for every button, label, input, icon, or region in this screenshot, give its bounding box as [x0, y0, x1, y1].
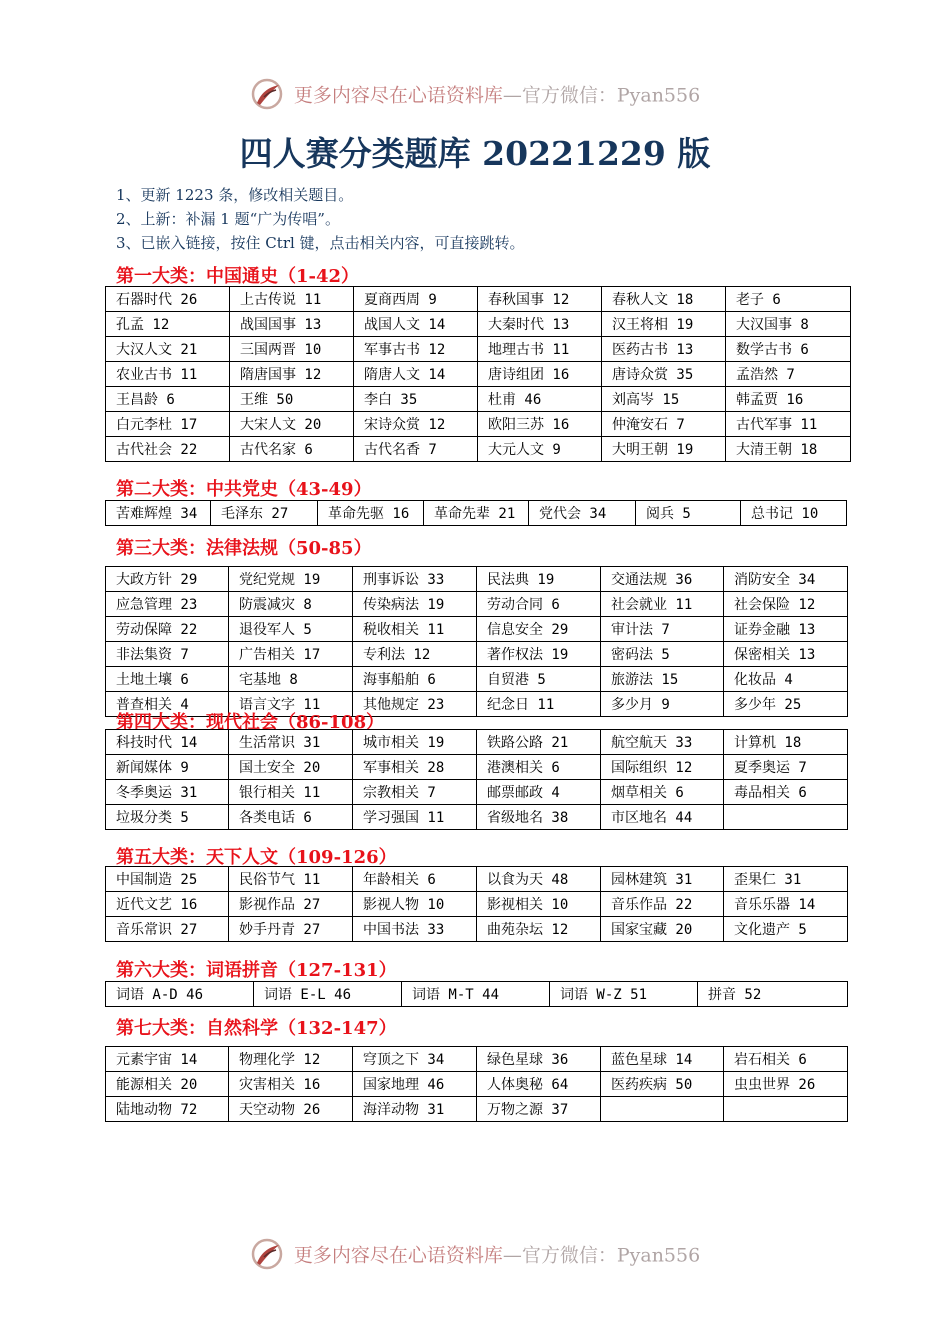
category-link[interactable]: 省级地名 38	[477, 805, 601, 830]
note-line: 3、已嵌入链接，按住 Ctrl 键，点击相关内容，可直接跳转。	[116, 234, 525, 252]
category-link[interactable]: 计算机 18	[724, 730, 848, 755]
category-link[interactable]: 上古传说 11	[230, 287, 354, 312]
category-link[interactable]: 劳动合同 6	[477, 592, 601, 617]
category-link[interactable]: 学习强国 11	[353, 805, 477, 830]
category-link[interactable]: 春秋人文 18	[602, 287, 726, 312]
category-link[interactable]: 大清王朝 18	[726, 437, 851, 462]
category-link[interactable]: 大汉人文 21	[106, 337, 230, 362]
category-link[interactable]: 穹顶之下 34	[353, 1047, 477, 1072]
table-row	[106, 287, 851, 312]
category-table-6	[105, 981, 848, 1007]
category-table-2	[105, 500, 847, 526]
category-link[interactable]: 密码法 5	[601, 642, 724, 667]
table-row	[106, 362, 851, 387]
category-link[interactable]: 中国书法 33	[353, 917, 477, 942]
category-link[interactable]: 证券金融 13	[724, 617, 848, 642]
category-link[interactable]: 妙手丹青 27	[229, 917, 353, 942]
banner-wechat-text: 官方微信：Pyan556	[521, 84, 701, 107]
category-link[interactable]: 医药疾病 50	[601, 1072, 724, 1097]
category-link[interactable]: 词语 E-L 46	[254, 982, 402, 1007]
category-link[interactable]: 音乐常识 27	[106, 917, 229, 942]
note-line: 2、上新：补漏 1 题“广为传唱”。	[116, 210, 340, 228]
category-link[interactable]: 旅游法 15	[601, 667, 724, 692]
category-link[interactable]: 大政方针 29	[106, 567, 229, 592]
category-link[interactable]: 冬季奥运 31	[106, 780, 229, 805]
category-link[interactable]: 古代社会 22	[106, 437, 230, 462]
category-link[interactable]: 农业古书 11	[106, 362, 230, 387]
category-link[interactable]: 民法典 19	[477, 567, 601, 592]
category-link[interactable]: 毒品相关 6	[724, 780, 848, 805]
category-link[interactable]: 物理化学 12	[229, 1047, 353, 1072]
category-link[interactable]: 烟草相关 6	[601, 780, 724, 805]
category-link[interactable]: 土地土壤 6	[106, 667, 229, 692]
category-link[interactable]: 古代军事 11	[726, 412, 851, 437]
table-row	[106, 780, 848, 805]
category-link[interactable]: 隋唐国事 12	[230, 362, 354, 387]
category-link[interactable]: 防震减灾 8	[229, 592, 353, 617]
table-row	[106, 312, 851, 337]
category-link[interactable]: 王昌龄 6	[106, 387, 230, 412]
category-link[interactable]: 词语 M-T 44	[402, 982, 550, 1007]
category-link[interactable]: 王维 50	[230, 387, 354, 412]
category-link[interactable]: 汉王将相 19	[602, 312, 726, 337]
category-link[interactable]: 多少年 25	[724, 692, 848, 717]
category-link[interactable]: 税收相关 11	[353, 617, 477, 642]
category-link[interactable]: 曲苑杂坛 12	[477, 917, 601, 942]
category-link[interactable]: 劳动保障 22	[106, 617, 229, 642]
category-link[interactable]: 语言文字 11	[229, 692, 353, 717]
category-link[interactable]: 音乐乐器 14	[724, 892, 848, 917]
category-link[interactable]: 纪念日 11	[477, 692, 601, 717]
category-link[interactable]: 宅基地 8	[229, 667, 353, 692]
category-link[interactable]: 元素宇宙 14	[106, 1047, 229, 1072]
category-link[interactable]: 夏商西周 9	[354, 287, 478, 312]
table-row	[106, 567, 848, 592]
category-link[interactable]: 杜甫 46	[478, 387, 602, 412]
category-link[interactable]: 普查相关 4	[106, 692, 229, 717]
category-link[interactable]: 党纪党规 19	[229, 567, 353, 592]
brand-logo-icon	[250, 1237, 284, 1276]
category-table-3	[105, 566, 848, 717]
category-link	[724, 805, 848, 830]
category-link	[601, 1097, 724, 1122]
table-row	[106, 867, 848, 892]
category-link[interactable]: 词语 W-Z 51	[550, 982, 698, 1007]
category-link[interactable]: 灾害相关 16	[229, 1072, 353, 1097]
category-link[interactable]: 词语 A-D 46	[106, 982, 254, 1007]
category-link[interactable]: 社会保险 12	[724, 592, 848, 617]
category-link[interactable]: 拼音 52	[698, 982, 848, 1007]
category-link[interactable]: 港澳相关 6	[477, 755, 601, 780]
category-link[interactable]: 战国人文 14	[354, 312, 478, 337]
category-link[interactable]: 年龄相关 6	[353, 867, 477, 892]
brand-logo-icon	[250, 77, 284, 116]
category-link[interactable]: 孔孟 12	[106, 312, 230, 337]
category-link[interactable]: 总书记 10	[741, 501, 847, 526]
category-link[interactable]: 影视相关 10	[477, 892, 601, 917]
category-link[interactable]: 大秦时代 13	[478, 312, 602, 337]
category-link[interactable]: 仲淹安石 7	[602, 412, 726, 437]
category-link[interactable]: 白元李杜 17	[106, 412, 230, 437]
category-link[interactable]: 战国国事 13	[230, 312, 354, 337]
category-link[interactable]: 应急管理 23	[106, 592, 229, 617]
table-row	[106, 412, 851, 437]
category-link[interactable]: 社会就业 11	[601, 592, 724, 617]
page-title: 四人赛分类题库 20221229 版	[239, 134, 711, 173]
category-link[interactable]: 科技时代 14	[106, 730, 229, 755]
category-link[interactable]: 园林建筑 31	[601, 867, 724, 892]
category-link[interactable]: 党代会 34	[529, 501, 636, 526]
category-link[interactable]: 影视作品 27	[229, 892, 353, 917]
category-link[interactable]: 刑事诉讼 33	[353, 567, 477, 592]
table-row	[106, 805, 848, 830]
category-link[interactable]: 各类电话 6	[229, 805, 353, 830]
category-link[interactable]: 隋唐人文 14	[354, 362, 478, 387]
category-link[interactable]: 国家地理 46	[353, 1072, 477, 1097]
category-link[interactable]: 孟浩然 7	[726, 362, 851, 387]
category-link[interactable]: 唐诗众赏 35	[602, 362, 726, 387]
category-link[interactable]: 近代文艺 16	[106, 892, 229, 917]
category-link[interactable]: 国家宝藏 20	[601, 917, 724, 942]
category-link[interactable]: 国土安全 20	[229, 755, 353, 780]
category-link[interactable]: 铁路公路 21	[477, 730, 601, 755]
category-link[interactable]: 退役军人 5	[229, 617, 353, 642]
category-table-1	[105, 286, 851, 462]
category-link	[724, 1097, 848, 1122]
category-link[interactable]: 苦难辉煌 34	[106, 501, 211, 526]
category-link[interactable]: 绿色星球 36	[477, 1047, 601, 1072]
category-link[interactable]: 国际组织 12	[601, 755, 724, 780]
banner-main-text: 更多内容尽在心语资料库	[293, 1244, 503, 1267]
category-link[interactable]: 夏季奥运 7	[724, 755, 848, 780]
table-row	[106, 1047, 848, 1072]
category-link[interactable]: 航空航天 33	[601, 730, 724, 755]
category-link[interactable]: 春秋国事 12	[478, 287, 602, 312]
table-row	[106, 982, 848, 1007]
category-table-4	[105, 729, 848, 830]
category-link[interactable]: 数学古书 6	[726, 337, 851, 362]
category-link[interactable]: 天空动物 26	[229, 1097, 353, 1122]
table-row	[106, 892, 848, 917]
category-link[interactable]: 市区地名 44	[601, 805, 724, 830]
section-title-3: 第三大类：法律法规（50-85）	[116, 538, 372, 559]
table-row	[106, 437, 851, 462]
category-link[interactable]: 中国制造 25	[106, 867, 229, 892]
category-link[interactable]: 欧阳三苏 16	[478, 412, 602, 437]
section-title-6: 第六大类：词语拼音（127-131）	[116, 960, 397, 981]
section-title-7: 第七大类：自然科学（132-147）	[116, 1018, 397, 1039]
category-link[interactable]: 毛泽东 27	[211, 501, 318, 526]
table-row	[106, 617, 848, 642]
category-link[interactable]: 万物之源 37	[477, 1097, 601, 1122]
banner-separator: —	[502, 1244, 522, 1267]
banner-separator: —	[502, 84, 522, 107]
category-link[interactable]: 垃圾分类 5	[106, 805, 229, 830]
category-link[interactable]: 地理古书 11	[478, 337, 602, 362]
category-link[interactable]: 广告相关 17	[229, 642, 353, 667]
category-link[interactable]: 医药古书 13	[602, 337, 726, 362]
table-row	[106, 501, 847, 526]
category-link[interactable]: 多少月 9	[601, 692, 724, 717]
category-link[interactable]: 阅兵 5	[636, 501, 741, 526]
table-row	[106, 755, 848, 780]
category-link[interactable]: 三国两晋 10	[230, 337, 354, 362]
category-link[interactable]: 民俗节气 11	[229, 867, 353, 892]
category-table-5	[105, 866, 848, 942]
category-link[interactable]: 歪果仁 31	[724, 867, 848, 892]
category-link[interactable]: 审计法 7	[601, 617, 724, 642]
category-link[interactable]: 革命先驱 16	[318, 501, 424, 526]
category-link[interactable]: 交通法规 36	[601, 567, 724, 592]
category-link[interactable]: 唐诗组团 16	[478, 362, 602, 387]
category-link[interactable]: 文化遗产 5	[724, 917, 848, 942]
category-link[interactable]: 信息安全 29	[477, 617, 601, 642]
category-link[interactable]: 生活常识 31	[229, 730, 353, 755]
table-row	[106, 730, 848, 755]
category-link[interactable]: 古代名香 7	[354, 437, 478, 462]
table-row	[106, 337, 851, 362]
category-link[interactable]: 非法集资 7	[106, 642, 229, 667]
category-link[interactable]: 化妆品 4	[724, 667, 848, 692]
category-link[interactable]: 邮票邮政 4	[477, 780, 601, 805]
category-link[interactable]: 大宋人文 20	[230, 412, 354, 437]
category-link[interactable]: 保密相关 13	[724, 642, 848, 667]
category-link[interactable]: 虫虫世界 26	[724, 1072, 848, 1097]
category-link[interactable]: 音乐作品 22	[601, 892, 724, 917]
category-link[interactable]: 李白 35	[354, 387, 478, 412]
category-link[interactable]: 新闻媒体 9	[106, 755, 229, 780]
category-link[interactable]: 宗教相关 7	[353, 780, 477, 805]
category-link[interactable]: 老子 6	[726, 287, 851, 312]
category-link[interactable]: 宋诗众赏 12	[354, 412, 478, 437]
category-link[interactable]: 其他规定 23	[353, 692, 477, 717]
notes-list	[116, 183, 525, 255]
banner-main-text: 更多内容尽在心语资料库	[293, 84, 503, 107]
category-link[interactable]: 银行相关 11	[229, 780, 353, 805]
category-link[interactable]: 城市相关 19	[353, 730, 477, 755]
category-link[interactable]: 专利法 12	[353, 642, 477, 667]
category-link[interactable]: 军事古书 12	[354, 337, 478, 362]
category-link[interactable]: 能源相关 20	[106, 1072, 229, 1097]
category-link[interactable]: 人体奥秘 64	[477, 1072, 601, 1097]
table-row	[106, 592, 848, 617]
category-table-7	[105, 1046, 848, 1122]
category-link[interactable]: 自贸港 5	[477, 667, 601, 692]
section-title-4: 第四大类：现代社会（86-108）	[116, 712, 385, 733]
banner-wechat-text: 官方微信：Pyan556	[521, 1244, 701, 1267]
category-link[interactable]: 以食为天 48	[477, 867, 601, 892]
section-title-2: 第二大类：中共党史（43-49）	[116, 479, 372, 500]
table-row	[106, 642, 848, 667]
category-link[interactable]: 岩石相关 6	[724, 1047, 848, 1072]
category-link[interactable]: 著作权法 19	[477, 642, 601, 667]
watermark-banner-top	[0, 77, 950, 116]
category-link[interactable]: 传染病法 19	[353, 592, 477, 617]
category-link[interactable]: 石器时代 26	[106, 287, 230, 312]
category-link[interactable]: 影视人物 10	[353, 892, 477, 917]
category-link[interactable]: 大元人文 9	[478, 437, 602, 462]
table-row	[106, 667, 848, 692]
table-row	[106, 387, 851, 412]
category-link[interactable]: 大汉国事 8	[726, 312, 851, 337]
section-title-1: 第一大类：中国通史（1-42）	[116, 266, 360, 287]
category-link[interactable]: 韩孟贾 16	[726, 387, 851, 412]
category-link[interactable]: 军事相关 28	[353, 755, 477, 780]
category-link[interactable]: 蓝色星球 14	[601, 1047, 724, 1072]
table-row	[106, 1072, 848, 1097]
category-link[interactable]: 陆地动物 72	[106, 1097, 229, 1122]
note-line: 1、更新 1223 条，修改相关题目。	[116, 186, 354, 204]
category-link[interactable]: 刘高岑 15	[602, 387, 726, 412]
category-link[interactable]: 海事船舶 6	[353, 667, 477, 692]
category-link[interactable]: 海洋动物 31	[353, 1097, 477, 1122]
section-title-5: 第五大类：天下人文（109-126）	[116, 847, 397, 868]
table-row	[106, 1097, 848, 1122]
table-row	[106, 917, 848, 942]
category-link[interactable]: 大明王朝 19	[602, 437, 726, 462]
category-link[interactable]: 革命先辈 21	[424, 501, 529, 526]
watermark-banner-bottom	[0, 1237, 950, 1276]
category-link[interactable]: 古代名家 6	[230, 437, 354, 462]
category-link[interactable]: 消防安全 34	[724, 567, 848, 592]
